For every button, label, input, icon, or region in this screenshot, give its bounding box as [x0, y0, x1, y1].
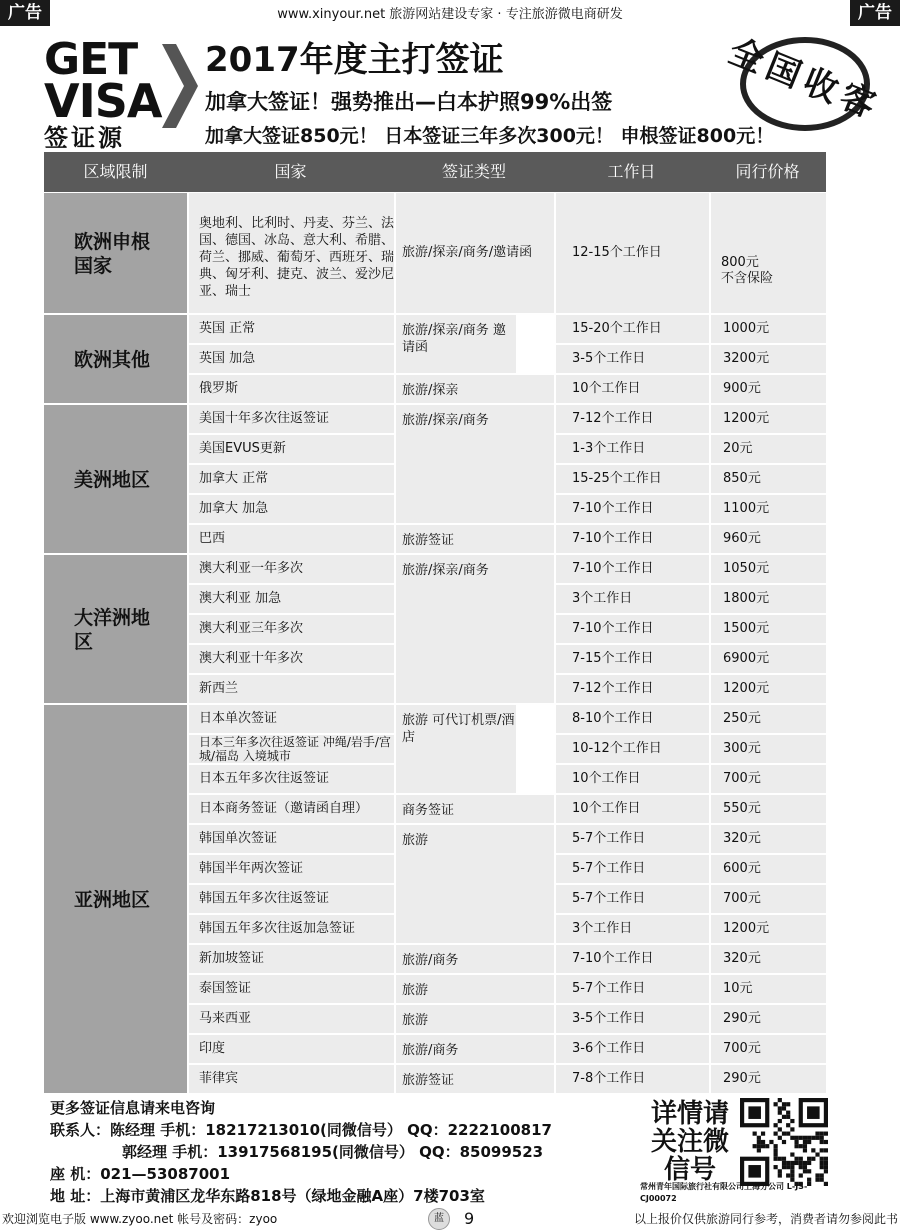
table-row-price: 600元 — [711, 855, 826, 883]
region-label: 大洋洲地区 — [74, 607, 151, 653]
table-row-price: 320元 — [711, 825, 826, 853]
table-row-days: 10-12个工作日 — [556, 735, 709, 763]
table-row-price: 550元 — [711, 795, 826, 823]
table-row-type: 旅游 — [396, 1005, 554, 1033]
table-row-country: 日本单次签证 — [189, 705, 394, 733]
table-row-days: 7-10个工作日 — [556, 615, 709, 643]
table-row-price: 700元 — [711, 1035, 826, 1063]
region-cell — [44, 555, 187, 705]
header-type: 签证类型 — [441, 162, 506, 181]
table-row-type: 商务签证 — [396, 795, 554, 823]
region-label: 美洲地区 — [74, 469, 151, 491]
table-row-days: 3-5个工作日 — [556, 1005, 709, 1033]
stamp-badge — [710, 22, 890, 134]
ad-label-left: 广告 — [0, 0, 50, 26]
table-row-price: 250元 — [711, 705, 826, 733]
logo-line3: 签证源 — [44, 124, 125, 152]
table-row-country: 印度 — [189, 1035, 394, 1063]
logo-line1: GET — [44, 34, 138, 85]
header-days: 工作日 — [607, 162, 656, 181]
table-row-country: 美国EVUS更新 — [189, 435, 394, 463]
table-row-days: 3-6个工作日 — [556, 1035, 709, 1063]
table-row-country: 加拿大 正常 — [189, 465, 394, 493]
region-label: 欧洲申根国家 — [74, 231, 151, 277]
table-row-type: 旅游/探亲 — [396, 375, 554, 403]
table-row-days: 7-10个工作日 — [556, 495, 709, 523]
table-row-country: 韩国单次签证 — [189, 825, 394, 853]
footer-badge: 蓝 — [428, 1208, 450, 1230]
table-row-days: 7-10个工作日 — [556, 525, 709, 553]
table-row-country: 澳大利亚三年多次 — [189, 615, 394, 643]
table-row-country: 澳大利亚一年多次 — [189, 555, 394, 583]
region-label: 亚洲地区 — [74, 889, 151, 911]
agency-license: 常州青年国际旅行社有限公司上海分公司 L-JS-CJ00072 — [640, 1182, 808, 1203]
table-row-country: 澳大利亚 加急 — [189, 585, 394, 613]
table-row-price: 1200元 — [711, 405, 826, 433]
table-row-country: 新西兰 — [189, 675, 394, 703]
contact-phone: 座 机：021—53087001 — [50, 1165, 231, 1183]
footer — [0, 1210, 900, 1230]
table-row-days: 15-25个工作日 — [556, 465, 709, 493]
table-row-price: 10元 — [711, 975, 826, 1003]
region-cell — [44, 193, 187, 315]
table-row-price: 850元 — [711, 465, 826, 493]
table-row-days: 7-10个工作日 — [556, 945, 709, 973]
qr-caption: 详情请关注微信号 — [650, 1099, 729, 1185]
table-row-price: 6900元 — [711, 645, 826, 673]
table-row-country: 韩国五年多次往返加急签证 — [189, 915, 394, 943]
table-row-price: 700元 — [711, 885, 826, 913]
site-line[interactable]: www.xinyour.net 旅游网站建设专家 · 专注旅游微电商研发 — [277, 7, 623, 22]
table-row-days: 5-7个工作日 — [556, 975, 709, 1003]
schengen-days: 12-15个工作日 — [556, 193, 709, 313]
get-visa-logo — [44, 34, 204, 154]
table-row-country: 马来西亚 — [189, 1005, 394, 1033]
logo-line2: VISA — [44, 74, 162, 128]
header-region: 区域限制 — [83, 162, 148, 181]
headline: 2017年度主打签证 — [205, 40, 504, 80]
table-row-country: 菲律宾 — [189, 1065, 394, 1093]
table-row-days: 8-10个工作日 — [556, 705, 709, 733]
table-row-price: 290元 — [711, 1005, 826, 1033]
table-row-type: 旅游 — [396, 975, 554, 1003]
table-row-days: 7-15个工作日 — [556, 645, 709, 673]
table-row-country: 泰国签证 — [189, 975, 394, 1003]
table-row-country: 日本三年多次往返签证 冲绳/岩手/宫城/福岛 入境城市 — [189, 735, 394, 763]
table-row-type: 旅游签证 — [396, 1065, 554, 1093]
table-row-days: 1-3个工作日 — [556, 435, 709, 463]
table-row-days: 7-12个工作日 — [556, 405, 709, 433]
table-row-country: 新加坡签证 — [189, 945, 394, 973]
table-row-days: 15-20个工作日 — [556, 315, 709, 343]
schengen-price — [711, 193, 826, 313]
table-row-price: 1500元 — [711, 615, 826, 643]
table-row-country: 俄罗斯 — [189, 375, 394, 403]
table-row-price: 1800元 — [711, 585, 826, 613]
region-cell — [44, 315, 187, 405]
table-row-country: 英国 正常 — [189, 315, 394, 343]
table-row-days: 3个工作日 — [556, 915, 709, 943]
table-row-type: 旅游 — [396, 825, 554, 943]
schengen-price-value: 800元 — [721, 255, 759, 270]
table-row-price: 300元 — [711, 735, 826, 763]
table-row-country: 英国 加急 — [189, 345, 394, 373]
table-row-price: 320元 — [711, 945, 826, 973]
table-row-country: 加拿大 加急 — [189, 495, 394, 523]
table-row-type: 旅游/探亲/商务 邀请函 — [396, 315, 516, 373]
table-row-days: 5-7个工作日 — [556, 885, 709, 913]
table-row-price: 960元 — [711, 525, 826, 553]
contact-block — [50, 1097, 650, 1207]
contact-guo: 郭经理 手机：13917568195(同微信号） QQ：85099523 — [122, 1143, 544, 1161]
header-price: 同行价格 — [735, 162, 800, 181]
table-row-days: 7-10个工作日 — [556, 555, 709, 583]
schengen-type: 旅游/探亲/商务/邀请函 — [396, 193, 554, 313]
table-row-price: 1200元 — [711, 675, 826, 703]
chevron-right-icon — [162, 44, 198, 128]
table-row-days: 10个工作日 — [556, 795, 709, 823]
region-label: 欧洲其他 — [74, 349, 151, 371]
table-row-price: 20元 — [711, 435, 826, 463]
table-row-price: 3200元 — [711, 345, 826, 373]
table-row-country: 巴西 — [189, 525, 394, 553]
table-row-days: 7-12个工作日 — [556, 675, 709, 703]
table-row-days: 10个工作日 — [556, 375, 709, 403]
header-country: 国家 — [274, 162, 307, 181]
region-cell — [44, 705, 187, 1095]
table-row-country: 日本商务签证（邀请函自理） — [189, 795, 394, 823]
table-row-type: 旅游 可代订机票/酒店 — [396, 705, 516, 793]
contact-address: 地 址：上海市黄浦区龙华东路818号（绿地金融A座）7楼703室 — [50, 1187, 485, 1205]
subheadline-2: 加拿大签证850元！ 日本签证三年多次300元！ 申根签证800元！ — [205, 125, 775, 147]
table-row-country: 日本五年多次往返签证 — [189, 765, 394, 793]
table-row-days: 10个工作日 — [556, 765, 709, 793]
page-number: 9 — [464, 1209, 475, 1228]
table-row-type: 旅游/探亲/商务 — [396, 555, 554, 703]
qr-code-icon[interactable] — [740, 1098, 828, 1186]
contact-chen: 联系人：陈经理 手机：18217213010(同微信号） QQ：2222100817 — [50, 1121, 552, 1139]
table-row-type: 旅游/探亲/商务 — [396, 405, 554, 523]
ad-label-right: 广告 — [850, 0, 900, 26]
table-row-country: 美国十年多次往返签证 — [189, 405, 394, 433]
table-row-price: 1100元 — [711, 495, 826, 523]
table-row-days: 3个工作日 — [556, 585, 709, 613]
schengen-price-note: 不含保险 — [721, 271, 774, 286]
table-row-country: 韩国半年两次签证 — [189, 855, 394, 883]
table-row-price: 1200元 — [711, 915, 826, 943]
table-header — [44, 152, 826, 192]
table-row-type: 旅游/商务 — [396, 1035, 554, 1063]
region-cell — [44, 405, 187, 555]
table-row-country: 韩国五年多次往返签证 — [189, 885, 394, 913]
table-row-price: 700元 — [711, 765, 826, 793]
table-row-type: 旅游/商务 — [396, 945, 554, 973]
footer-right: 以上报价仅供旅游同行参考，消费者请勿参阅此书 — [633, 1212, 898, 1226]
table-row-price: 290元 — [711, 1065, 826, 1093]
table-row-days: 5-7个工作日 — [556, 825, 709, 853]
table-row-price: 1050元 — [711, 555, 826, 583]
table-row-price: 1000元 — [711, 315, 826, 343]
table-row-price: 900元 — [711, 375, 826, 403]
stamp-text: 全国收客 — [723, 31, 887, 129]
table-row-type: 旅游签证 — [396, 525, 554, 553]
contact-title: 更多签证信息请来电咨询 — [50, 1099, 216, 1117]
subheadline-1: 加拿大签证！强势推出—白本护照99%出签 — [205, 90, 613, 114]
table-row-country: 澳大利亚十年多次 — [189, 645, 394, 673]
table-row-days: 5-7个工作日 — [556, 855, 709, 883]
table-row-days: 3-5个工作日 — [556, 345, 709, 373]
footer-left[interactable]: 欢迎浏览电子版 www.zyoo.net 帐号及密码：zyoo — [2, 1212, 278, 1226]
table-row-days: 7-8个工作日 — [556, 1065, 709, 1093]
schengen-countries: 奥地利、比利时、丹麦、芬兰、法国、德国、冰岛、意大利、希腊、荷兰、挪威、葡萄牙、西班牙、瑞典、匈牙利、捷克、波兰、爱沙尼亚、瑞士 — [189, 193, 394, 313]
